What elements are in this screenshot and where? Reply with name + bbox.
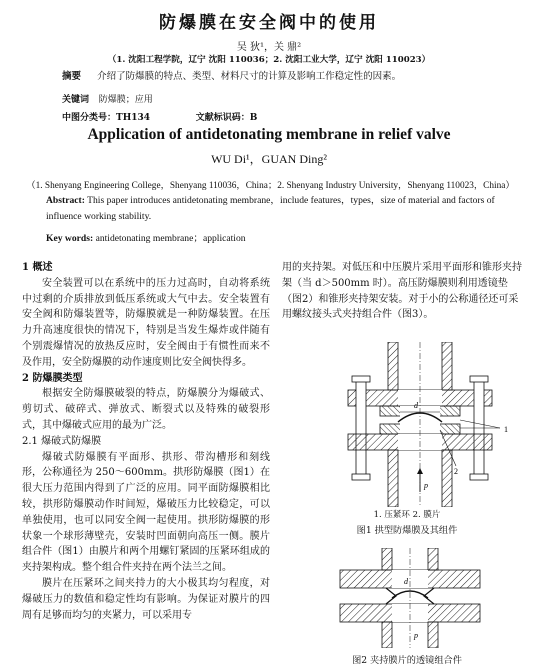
keywords-cn	[62, 92, 153, 105]
authors-cn: 吴 狄¹，关 鼎²	[236, 42, 302, 53]
section-2-paragraph: 根据安全防爆膜破裂的特点，防爆膜分为爆破式、剪切式、破碎式、弹放式、断裂式以及特殊的破裂形式，其中爆破式应用的最为广泛。	[22, 388, 270, 431]
left-column	[22, 260, 270, 623]
section-2-1-paragraph-2: 膜片在压紧环之间夹持力的大小极其均匀程度，对爆破压力的数值和稳定性均有影响。为保证对膜片的四周有足够而均匀的夹紧力，可以采用专	[22, 577, 270, 621]
fig1-label-p: p	[424, 481, 428, 490]
fig1-label-d: d	[414, 401, 418, 410]
paper-title-en: Application of antidetonating membrane in relief valve	[87, 126, 451, 143]
fig1-label-1: 1	[504, 425, 508, 434]
section-2-1-paragraph-1: 爆破式防爆膜有平面形、拱形、带沟槽形和刻线形，公称通径为 250～600mm。拱形防爆膜（图1）在很大压力范围内得到了广泛的应用。同平面防爆膜相比较，拱形防爆膜动作时间短，爆破压力比较稳定，可以单独使用，也可以同安全阀一起使用。拱形防爆膜的形状象一个球形薄壁壳，安装时凹面朝向高压一侧。膜片组合件（图1）由膜片和两个用螺钉紧固的压紧环组成的夹持架构成。整个组合件夹持在两个法兰之间。	[22, 451, 270, 574]
section-1-heading: 1 概述	[22, 262, 53, 273]
keywords-cn-text: 防爆膜；应用	[98, 95, 153, 105]
affiliation-cn: （1. 沈阳工程学院，辽宁 沈阳 110036；2. 沈阳工业大学，辽宁 沈阳 110023）	[107, 55, 431, 65]
figure-1-drawing	[340, 342, 520, 507]
keywords-en-text: antidetonating membrane；application	[95, 233, 246, 244]
section-1-paragraph: 安全装置可以在系统中的压力过高时，自动将系统中过剩的介质排放到低压系统或大气中去。安全装置有安全阀和防爆装置等，防爆膜就是一种防爆装置。在压力升高速度很快的情况下，特别是当发生爆炸或伴随有个别震爆情况的放热反应时，安全阀由于有惯性而来不及作用，安全防爆膜的动作速度则比安全阀快得多。	[22, 277, 270, 368]
abstract-cn-label: 摘要	[62, 71, 82, 82]
section-2-heading: 2 防爆膜类型	[22, 372, 83, 384]
keywords-en-label: Key words:	[46, 233, 94, 244]
figure-2-caption: 图2 夹持膜片的透镜组合件	[352, 655, 462, 666]
fig2-label-p: p	[414, 631, 418, 640]
authors-en: WU Di¹，GUAN Ding²	[211, 152, 327, 166]
abstract-en	[46, 193, 506, 225]
doc-code-value: B	[249, 113, 258, 123]
keywords-cn-label: 关键词	[62, 95, 90, 105]
abstract-cn-text: 介绍了防爆膜的特点、类型、材料尺寸的计算及影响工作稳定性的因素。	[97, 71, 402, 82]
right-column	[282, 260, 522, 323]
fig1-label-2: 2	[454, 467, 458, 476]
classification-cn	[62, 110, 257, 123]
section-2-1-heading: 2.1 爆破式防爆膜	[22, 435, 102, 447]
class-label: 中图分类号：	[62, 113, 117, 123]
right-column-paragraph: 用的夹持架。对低压和中压膜片采用平面形和锥形夹持架（当 d＞500mm 时）。高压防爆膜则利用透镜垫（图2）和锥形夹持架安装。对于小的公称通径还可采用螺纹接头式夹持组合件（图3）。	[282, 262, 522, 321]
paper-title-cn: 防爆膜在安全阀中的使用	[159, 13, 379, 33]
class-value: TH134	[116, 113, 151, 123]
abstract-en-text: This paper introduces antidetonating membrane，include features，types，size of material and factors of influence working stability.	[46, 195, 495, 222]
figure-1-parts-legend: 1. 压紧环 2. 膜片	[373, 510, 441, 520]
figure-1-caption: 图1 拱型防爆膜及其组件	[356, 525, 458, 536]
abstract-cn	[62, 70, 482, 84]
figure-2-drawing	[330, 548, 490, 648]
affiliation-en: （1. Shenyang Engineering College，Shenyang 110036，China；2. Shenyang Industry University，Shenyang 110023，China）	[26, 181, 515, 191]
abstract-en-label: Abstract:	[46, 195, 85, 206]
doc-code-label: 文献标识码：	[195, 113, 250, 123]
keywords-en	[46, 230, 246, 244]
fig2-label-d: d	[404, 577, 408, 586]
